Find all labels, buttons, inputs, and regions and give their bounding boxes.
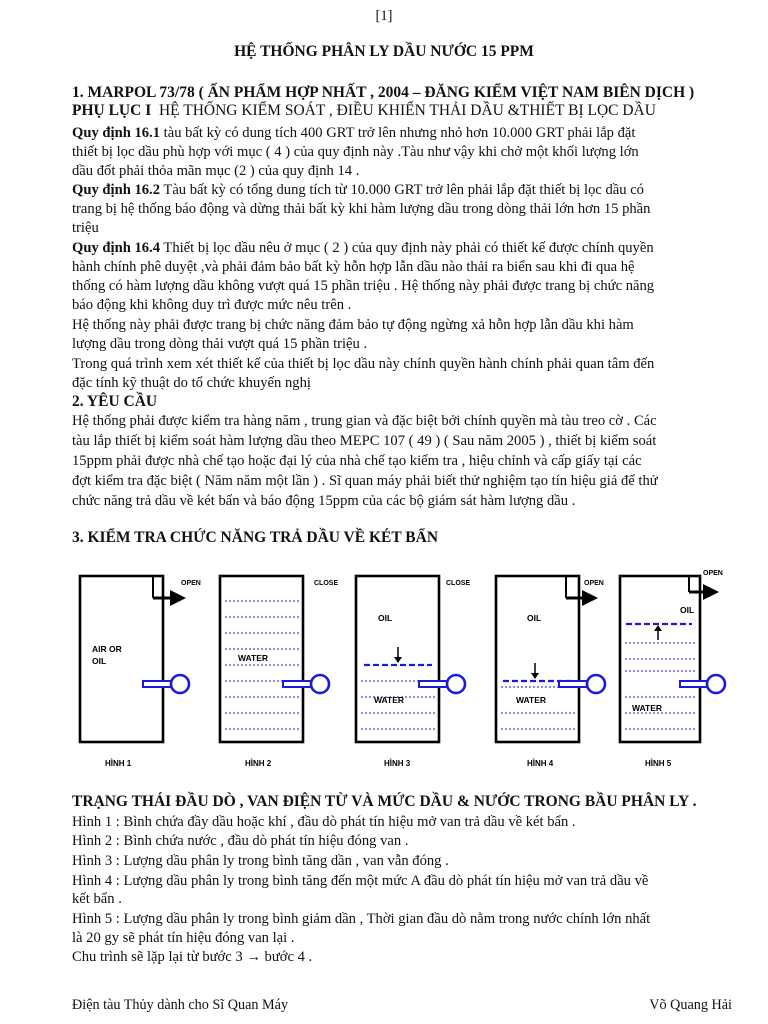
document-title: HỆ THỐNG PHÂN LY DẦU NƯỚC 15 PPM [234,43,534,60]
vessel-1-oil-label: OIL [92,656,107,666]
vessel-5-oil-label: OIL [680,605,695,615]
rule164-line-6: lượng dầu trong dòng thải vượt quá 15 phần triệu . [72,336,368,352]
section2-line-2: tàu lắp thiết bị kiểm soát hàm lượng dầu theo MEPC 107 ( 49 ) ( Sau năm 2005 ) , thiết bị kiểm soát [72,433,657,449]
vessel-3-water-label: WATER [374,695,405,705]
section3-heading: 3. KIỂM TRA CHỨC NĂNG TRẢ DẦU VỀ KÉT BẨN [72,529,439,546]
appendix-label: PHỤ LỤC I [72,102,152,119]
rule162-text-1: Tàu bất kỳ có tổng dung tích từ 10.000 GRT trở lên phải lắp đặt thiết bị lọc dầu có [163,182,644,198]
vessel-4-water-lines [501,687,575,729]
vessel-4 [496,576,605,742]
section4-line-6: Hình 5 : Lượng dầu phân ly trong bình giảm dần , Thời gian đầu dò nằm trong nước chính lớn nhất [72,911,651,927]
vessel-5-arrow-head [703,584,719,600]
section2-line-5: chức năng trả dầu về két bẩn và báo động 15ppm của các bộ giám sát hàm lượng dầu . [72,493,576,509]
vessel-4-body [496,576,579,742]
rule162-line-1 [72,181,732,199]
rule161-label: Quy định 16.1 [72,125,161,141]
rule164-text-1: Thiết bị lọc dầu nêu ở mục ( 2 ) của quy định này phải có thiết kế được chính quyền [163,240,654,256]
vessel-3-probe-stem [419,681,449,687]
section4-line-1: Hình 1 : Bình chứa đầy dầu hoặc khí , đầu dò phát tín hiệu mở van trả dầu về két bẩn . [72,814,576,830]
rule164-line-2: hành chính phê duyệt ,và phải đảm bảo bất kỳ hỗn hợp lẫn dầu nào thải ra biển sau khi đi qua hệ [72,259,635,275]
section2-heading: 2. YÊU CẦU [72,393,158,410]
rule164-line-8: đặc tính kỹ thuật do tổ chức khuyến nghị [72,375,311,391]
vessel-5-water-label: WATER [632,703,663,713]
caption-2: HÌNH 2 [245,759,272,768]
rule161-text-1: tàu bất kỳ có dung tích 400 GRT trở lên nhưng nhỏ hơn 10.000 GRT phải lắp đặt [163,125,636,141]
vessel-4-arrow-head [582,590,598,606]
section4-heading: TRẠNG THÁI ĐẦU DÒ , VAN ĐIỆN TỪ VÀ MỨC DẦU & NƯỚC TRONG BẦU PHÂN LY . [72,793,697,810]
vessel-5-body [620,576,700,742]
vessel-3-level-arrow-head [394,657,402,663]
section4-line-8: Chu trình sẽ lặp lại từ bước 3 → bước 4 . [72,949,313,965]
footer-right: Võ Quang Hải [649,997,732,1013]
vessel-1 [80,576,201,742]
vessel-2-probe-head [311,675,329,693]
vessel-5-open-label: OPEN [703,570,723,577]
vessel-1-arrow-head [170,590,186,606]
rule164-line-1 [72,239,732,257]
section1-heading: 1. MARPOL 73/78 ( ẤN PHẨM HỢP NHẤT , 2004 – ĐĂNG KIỂM VIỆT NAM BIÊN DỊCH ) [72,84,695,101]
vessel-2-probe-stem [283,681,313,687]
section2-line-4: đợt kiểm tra đặc biệt ( Năm năm một lần ) . Sĩ quan máy phải biết thử nghiệm tạo tín hiệu giả để thử [72,473,658,489]
footer-left: Điện tàu Thủy dành cho Sĩ Quan Máy [72,997,289,1013]
vessel-3-probe-head [447,675,465,693]
vessel-2 [220,576,338,742]
caption-5: HÌNH 5 [645,759,672,768]
vessel-5-level-arrow-head [654,625,662,631]
appendix-line [72,102,732,120]
caption-1: HÌNH 1 [105,759,132,768]
rule162-label: Quy định 16.2 [72,182,161,198]
section4-line-3: Hình 3 : Lượng dầu phân ly trong bình tăng dần , van vẫn đóng . [72,853,449,869]
caption-4: HÌNH 4 [527,759,554,768]
vessel-4-water-label: WATER [516,695,547,705]
vessel-3-oil-label: OIL [378,613,393,623]
rule164-line-4: báo động khi không duy trì được mức nêu trên . [72,297,352,313]
vessel-4-probe-stem [559,681,589,687]
vessel-5-probe-head [707,675,725,693]
vessel-5-probe-stem [680,681,710,687]
vessel-1-probe-head [171,675,189,693]
rule164-line-7: Trong quá trình xem xét thiết kế của thiết bị lọc dầu này chính quyền hành chính phải quan tâm đến [72,356,655,372]
rule161-line-2: thiết bị lọc dầu phù hợp với mục ( 4 ) của quy định này .Tàu như vậy khi chở một khối lượng lớn [72,144,639,160]
vessel-4-probe-head [587,675,605,693]
vessel-2-water-lines [225,601,299,729]
vessel-1-open-label: OPEN [181,580,201,587]
caption-3: HÌNH 3 [384,759,411,768]
vessel-3-water-lines [361,681,435,729]
appendix-text: HỆ THỐNG KIỂM SOÁT , ĐIỀU KHIỂN THẢI DẦU &THIẾT BỊ LỌC DẦU [158,102,656,119]
rule164-label: Quy định 16.4 [72,240,161,256]
section4-line-4: Hình 4 : Lượng dầu phân ly trong bình tăng đến một mức A đầu dò phát tín hiệu mở van trả dầu về [72,873,649,889]
section4-line-2: Hình 2 : Bình chứa nước , đầu dò phát tín hiệu đóng van . [72,833,409,849]
vessel-5 [620,570,725,742]
rule161-line-1 [72,124,732,142]
rule162-line-2: trang bị hệ thống báo động và dừng thải bất kỳ khi hàm lượng dầu trong dòng thải lớn hơn 15 phần [72,201,651,217]
rule164-line-5: Hệ thống này phải được trang bị chức năng đảm bảo tự động ngừng xả hỗn hợp lẫn dầu khi hàm [72,317,634,333]
vessel-4-level-arrow-head [531,673,539,679]
vessel-4-oil-label: OIL [527,613,542,623]
page-number: [1] [375,8,393,24]
section4-line-5: kết bẩn . [72,891,122,907]
separator-diagram [60,563,730,773]
section2-line-1: Hệ thống phải được kiểm tra hàng năm , trung gian và đặc biệt bởi chính quyền mà tàu treo cờ . Các [72,413,657,429]
vessel-2-water-label: WATER [238,653,269,663]
section2-line-3: 15ppm phải được nhà chế tạo hoặc đại lý của nhà chế tạo kiểm tra , hiệu chỉnh và cấp giấy tại các [72,453,642,469]
rule164-line-3: thống có hàm lượng dầu không vượt quá 15 phần triệu . Hệ thống này phải được trang bị chức năng [72,278,655,294]
vessel-1-air-label: AIR OR [92,644,122,654]
vessel-3-close-label: CLOSE [446,580,471,587]
rule161-line-3: dầu đốt phải thỏa mãn mục (2 ) của quy định 14 . [72,163,360,179]
section4-line-7: là 20 gy sẽ phát tín hiệu đóng van lại . [72,930,295,946]
vessel-3 [356,576,470,742]
vessel-2-close-label: CLOSE [314,580,339,587]
vessel-1-probe-stem [143,681,173,687]
rule162-line-3: triệu [72,220,99,236]
vessel-4-open-label: OPEN [584,580,604,587]
